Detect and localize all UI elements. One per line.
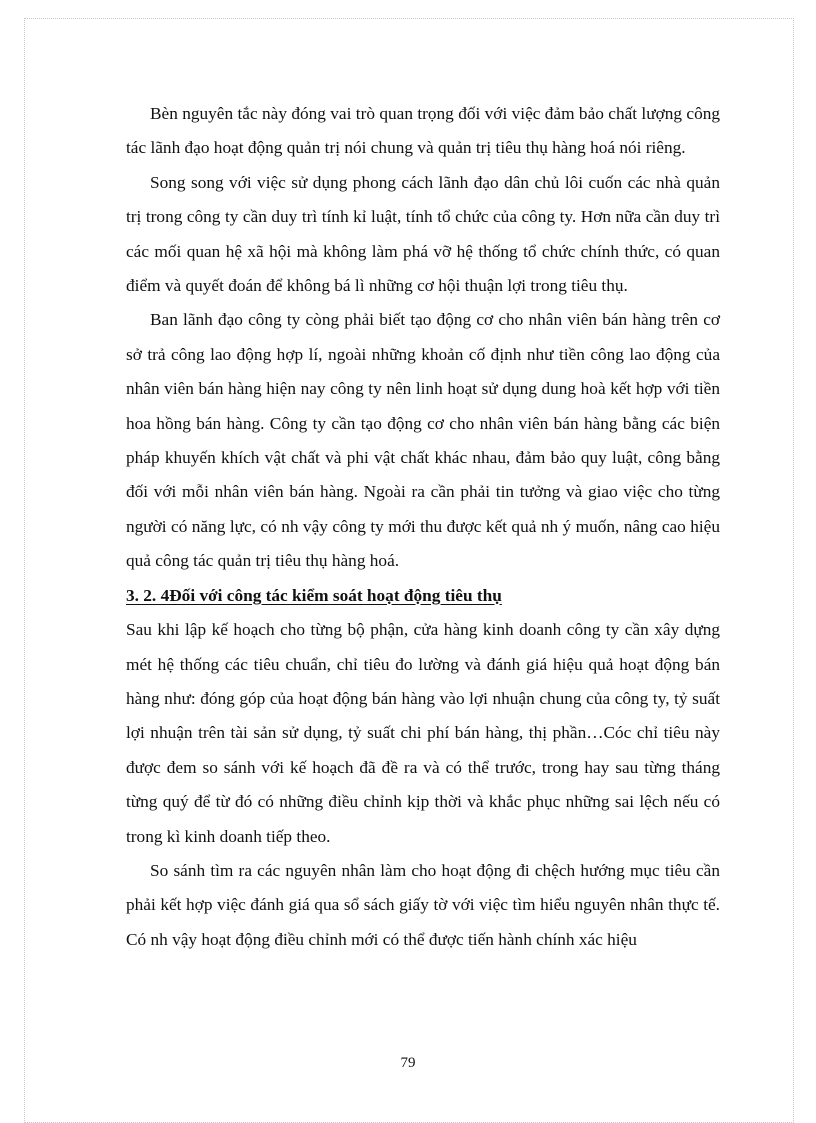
section-heading: 3. 2. 4Đối với công tác kiểm soát hoạt động tiêu thụ <box>126 585 502 605</box>
paragraph-1: Bèn nguyên tắc này đóng vai trò quan trọng đối với việc đảm bảo chất lượng công tác lãnh đạo hoạt động quản trị nói chung và quản trị tiêu thụ hàng hoá nói riêng. <box>126 104 720 158</box>
paragraph-4: Sau khi lập kế hoạch cho từng bộ phận, cửa hàng kinh doanh công ty cần xây dựng mét hệ thống các tiêu chuẩn, chỉ tiêu đo lường và đánh giá hiệu quả hoạt động bán hàng như: đóng góp của hoạt động bán hàng vào lợi nhuận chung của công ty, tỷ suất lợi nhuận trên tài sản sử dụng, tỷ suất chi phí bán hàng, thị phần…Cóc chỉ tiêu này được đem so sánh với kế hoạch đã đề ra và có thể trước, trong hay sau từng tháng từng quý để từ đó có những điều chỉnh kịp thời và khắc phục những sai lệch nếu có trong kì kinh doanh tiếp theo. <box>126 620 720 846</box>
page-number: 79 <box>400 1055 416 1071</box>
document-body <box>126 97 720 957</box>
paragraph-5: So sánh tìm ra các nguyên nhân làm cho hoạt động đi chệch hướng mục tiêu cần phải kết hợp việc đánh giá qua sổ sách giấy tờ với việc tìm hiểu nguyên nhân thực tế. Có nh vậy hoạt động điều chỉnh mới có thể được tiến hành chính xác hiệu <box>126 860 720 949</box>
paragraph-2: Song song với việc sử dụng phong cách lãnh đạo dân chủ lôi cuốn các nhà quản trị trong công ty cần duy trì tính kỉ luật, tính tổ chức của công ty. Hơn nữa cần duy trì các mối quan hệ xã hội mà không làm phá vỡ hệ thống tổ chức chính thức, có quan điểm và quyết đoán để không bá lì những cơ hội thuận lợi trong tiêu thụ. <box>126 172 720 296</box>
paragraph-3: Ban lãnh đạo công ty còng phải biết tạo động cơ cho nhân viên bán hàng trên cơ sở trả công lao động hợp lí, ngoài những khoản cố định như tiền công lao động của nhân viên bán hàng hiện nay công ty nên linh hoạt sử dụng dung hoà kết hợp với tiền hoa hồng bán hàng. Công ty cần tạo động cơ cho nhân viên bán hàng bằng các biện pháp khuyến khích vật chất và phi vật chất khác nhau, đảm bảo quy luật, công bằng đối với mỗi nhân viên bán hàng. Ngoài ra cần phải tin tưởng và giao việc cho từng người có năng lực, có nh vậy công ty mới thu được kết quả nh ý muốn, nâng cao hiệu quả công tác quản trị tiêu thụ hàng hoá. <box>126 310 720 571</box>
